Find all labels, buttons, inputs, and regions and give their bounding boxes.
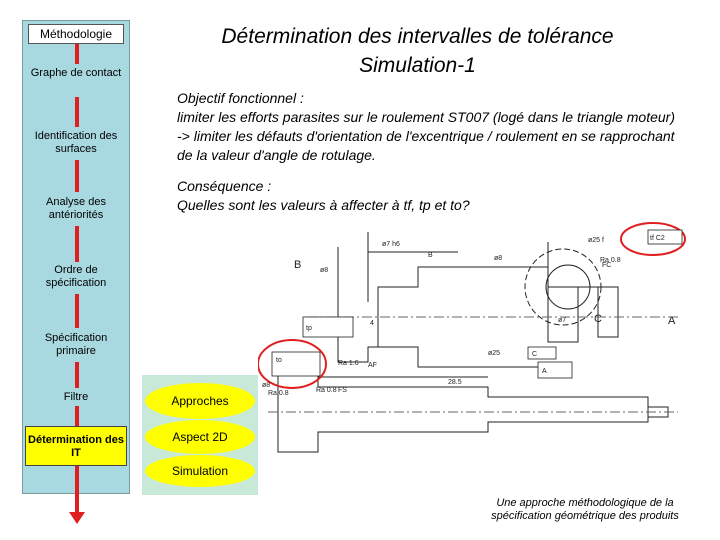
arrow-down-icon: [69, 512, 85, 524]
flow-arrow-segment: [75, 226, 79, 262]
roughness-3: Ra 0.8: [316, 387, 337, 394]
datum-a-ref: A: [542, 368, 547, 375]
dim-phi8b: ø8: [494, 255, 503, 262]
dim-phi8: ø8: [320, 267, 329, 274]
roughness-4: Ra 0.8: [600, 257, 621, 264]
flow-arrow-segment: [75, 160, 79, 192]
tol-to-label: to: [276, 357, 282, 364]
sidebar-item-anteriority-analysis[interactable]: Analyse des antériorités: [46, 196, 106, 221]
roughness-1: Ra 1.6: [338, 360, 359, 367]
flow-arrow-segment: [75, 294, 79, 328]
sidebar-title: Méthodologie: [28, 24, 124, 44]
footer-caption: Une approche méthodologique de la spécification géométrique des produits: [491, 497, 679, 522]
flow-arrow-segment: [75, 44, 79, 64]
flow-arrow-segment: [75, 97, 79, 127]
title-line-2: Simulation-1: [359, 54, 476, 77]
sidebar-item-contact-graph[interactable]: Graphe de contact: [30, 67, 122, 79]
page-title: [150, 22, 685, 80]
consequence-block: [177, 177, 677, 215]
sidebar-item-surface-identification[interactable]: Identification des surfaces: [34, 130, 118, 155]
dim-phi8c: ø8: [262, 382, 271, 389]
aspect-2d-button[interactable]: Aspect 2D: [145, 420, 255, 454]
af-label: AF: [368, 362, 377, 369]
datum-label-c: C: [594, 313, 602, 325]
consequence-body: Quelles sont les valeurs à affecter à tf, tp et to?: [177, 197, 470, 213]
dim-small: 4: [370, 320, 374, 327]
datum-label-b: B: [294, 259, 302, 271]
sidebar-item-primary-specification[interactable]: Spécification primaire: [44, 332, 108, 357]
dim-length: 28.5: [448, 379, 462, 386]
flow-arrow-segment: [75, 362, 79, 388]
objective-block: [177, 89, 677, 165]
sidebar-item-it-determination[interactable]: Détermination des IT: [25, 426, 127, 466]
datum-c-ref: C: [532, 351, 538, 358]
tol-tf-label: tf C2: [650, 235, 665, 242]
approches-button[interactable]: Approches: [145, 383, 255, 419]
roughness-2: Ra 0.8: [268, 390, 289, 397]
objective-heading: Objectif fonctionnel :: [177, 90, 304, 106]
flow-arrow-segment: [75, 406, 79, 426]
shaft-technical-drawing: [258, 212, 698, 487]
datum-b-ref: B: [428, 252, 433, 259]
dim-phi25b: ø25: [488, 350, 501, 357]
datum-label-a: A: [668, 315, 676, 327]
flow-arrow-segment: [75, 466, 79, 514]
title-line-1: Détermination des intervalles de tolérance: [221, 25, 614, 48]
dim-phi7: ø7 h6: [382, 241, 400, 248]
dim-phi25: ø25 f: [588, 237, 604, 244]
sidebar-item-filter[interactable]: Filtre: [63, 391, 89, 403]
fs-label: FS: [338, 387, 347, 394]
objective-body: limiter les efforts parasites sur le roulement ST007 (logé dans le triangle moteur) -> limiter les défauts d'orientation de l'excentrique / roulement en se rapprochant de la valeur d'angle de rotulage.: [177, 109, 675, 163]
tol-tp-label: tp: [306, 325, 312, 332]
dim-phi7b: ø7: [558, 317, 567, 324]
fc-label: FC: [602, 262, 612, 269]
simulation-button[interactable]: Simulation: [145, 455, 255, 487]
sidebar-item-specification-order[interactable]: Ordre de spécification: [45, 264, 107, 289]
consequence-heading: Conséquence :: [177, 178, 272, 194]
